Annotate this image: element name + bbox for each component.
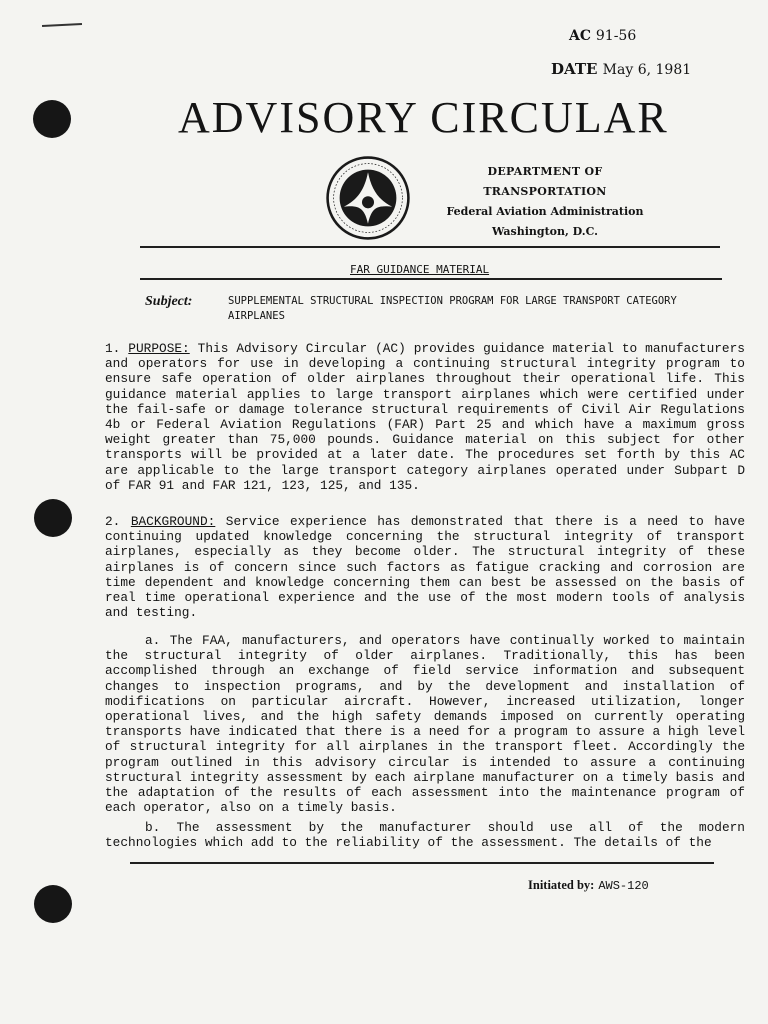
section-text: This Advisory Circular (AC) provides guidance material to manufacturers and operators for use in developing a continuing structural integrity program to ensure safe operation of older airplanes throughout their operational life. This guidance material applies to large transport airplanes which were certified under the fail-safe or damage tolerance structural requirements of Civil Air Regulations 4b or Federal Aviation Regulations (FAR) Part 25 and which have a maximum gross weight greater than 75,000 pounds. Guidance material on this subject for other transports will be provided at a later date. The procedures set forth by this AC are applicable to the large transport category airplanes operated under Subpart D of FAR 91 and FAR 121, 123, 125, and 135. [105,341,745,493]
section-text: Service experience has demonstrated that there is a need to have continuing updated knowledge concerning the structural integrity of transport airplanes, especially as they become older. The structural integrity of these airplanes is of concern since such factors as fatigue cracking and corrosion are time dependent and knowledge concerning them can best be assessed on the basis of real time operational experience and the use of the most modern tools of analysis and testing. [105,514,746,621]
ac-number-value: 91-56 [595,28,637,44]
subsection-text: The FAA, manufacturers, and operators have continually worked to maintain the structural integrity of older airplanes. Traditionally, this has been accomplished through an exchange of field service information and subsequent changes to inspection programs, and by the development and installation of modifications on particular aircraft. However, increased utilization, longer operational lives, and the high safety demands imposed on currently operating transports have indicated that there is a need for a program to assure a high level of structural integrity for all airplanes in the transport fleet. Accordingly the program outlined in this advisory circular is intended to assure a continuing structural integrity assessment by each airplane manufacturer on a timely basis and the adaptation of the results of each assessment into the maintenance program of each operator, also on a timely basis. [105,633,745,816]
initiated-label: Initiated by: [528,878,595,892]
section-purpose [105,341,745,493]
section-number: 1. [105,341,121,356]
section-heading: BACKGROUND: [130,514,216,529]
date-value: May 6, 1981 [602,62,692,78]
location: Washington, D.C. [491,225,599,238]
subsection-b [105,820,745,850]
section-background [105,514,745,620]
subject-label: Subject: [145,294,193,309]
date-label: DATE [551,60,598,78]
dot-seal-icon [325,155,411,241]
footer-rule [130,862,714,864]
header-rule [140,246,720,248]
subsection-text: The assessment by the manufacturer should use all of the modern technologies which add to the reliability of the assessment. The details of the [105,820,745,851]
category-label: FAR GUIDANCE MATERIAL [350,263,490,276]
pen-mark [42,23,82,27]
ac-label: AC [569,28,592,44]
initiated-by [528,877,649,893]
department-name: DEPARTMENT OF TRANSPORTATION [483,165,607,198]
subsection-a [105,633,745,815]
punch-hole-bottom [34,885,72,923]
category-rule [140,278,722,280]
section-number: 2. [105,514,121,529]
department-block [430,162,660,242]
document-title: ADVISORY CIRCULAR [178,93,669,142]
subsection-label: b. [145,820,161,835]
subject-text: SUPPLEMENTAL STRUCTURAL INSPECTION PROGRAM FOR LARGE TRANSPORT CATEGORY AIRPLANES [228,295,677,322]
agency-name: Federal Aviation Administration [446,205,644,218]
punch-hole-top [33,100,71,138]
subsection-label: a. [145,633,161,648]
initiated-value: AWS-120 [598,879,649,893]
punch-hole-middle [34,499,72,537]
date-line [551,60,691,78]
section-heading: PURPOSE: [128,341,190,356]
ac-number [569,28,636,44]
